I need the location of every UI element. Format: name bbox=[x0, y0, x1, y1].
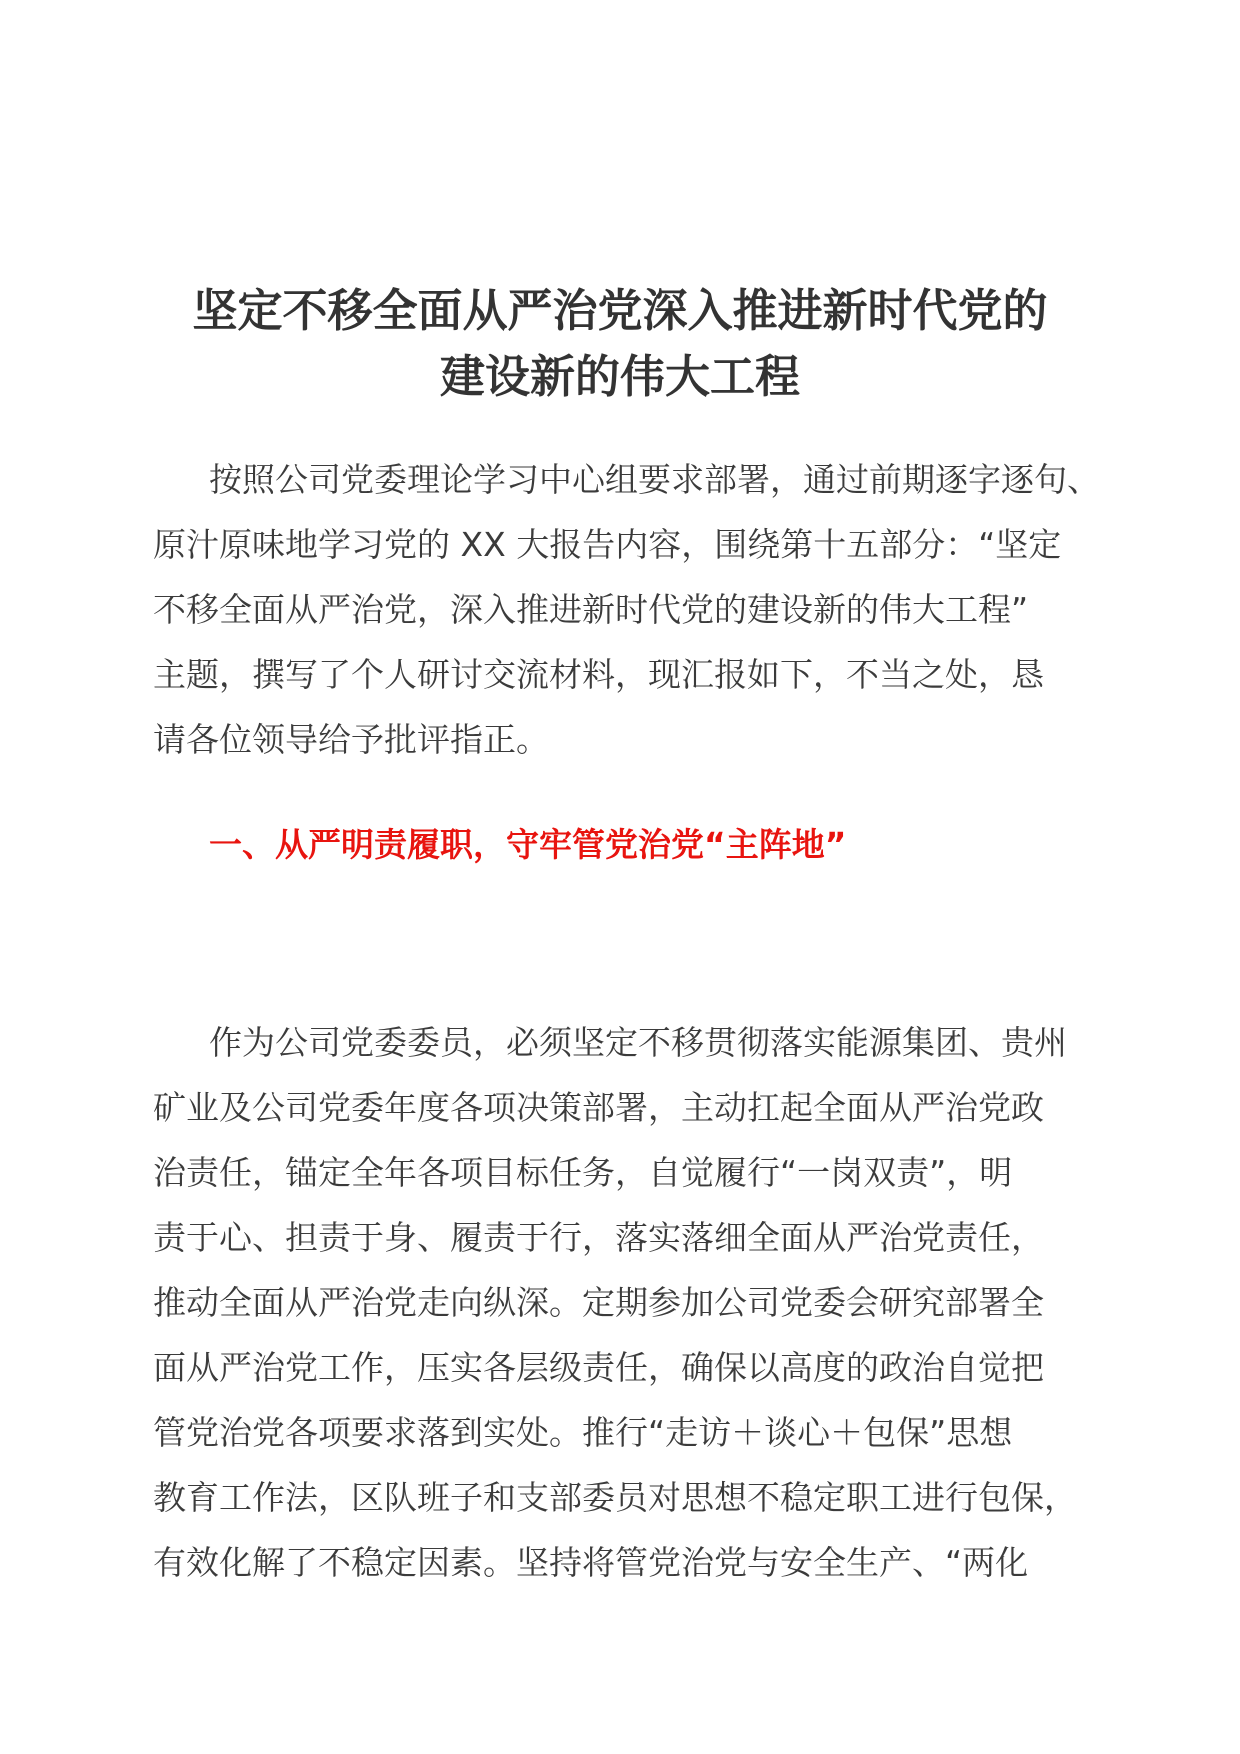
paragraph-line: 请各位领导给予批评指正。 bbox=[153, 720, 549, 759]
paragraph-line: 矿业及公司党委年度各项决策部署，主动扛起全面从严治党政 bbox=[153, 1088, 1044, 1127]
paragraph-line: 面从严治党工作，压实各层级责任，确保以高度的政治自觉把 bbox=[153, 1348, 1044, 1387]
paragraph-line: 管党治党各项要求落到实处。推行“走访＋谈心＋包保”思想 bbox=[153, 1413, 1013, 1452]
paragraph-line: 治责任，锚定全年各项目标任务，自觉履行“一岗双责”，明 bbox=[153, 1153, 1013, 1192]
title-line-2: 建设新的伟大工程 bbox=[439, 350, 800, 403]
document-title bbox=[150, 278, 1090, 410]
paragraph-line: 不移全面从严治党，深入推进新时代党的建设新的伟大工程” bbox=[153, 590, 1029, 629]
paragraph-line: 教育工作法，区队班子和支部委员对思想不稳定职工进行包保， bbox=[153, 1478, 1077, 1517]
paragraph-line: 推动全面从严治党走向纵深。定期参加公司党委会研究部署全 bbox=[153, 1283, 1044, 1322]
section1-paragraph bbox=[153, 1010, 1103, 1595]
paragraph-line: 责于心、担责于身、履责于行，落实落细全面从严治党责任， bbox=[153, 1218, 1044, 1257]
title-line-1: 坚定不移全面从严治党深入推进新时代党的 bbox=[192, 284, 1048, 337]
paragraph-line: 作为公司党委委员，必须坚定不移贯彻落实能源集团、贵州 bbox=[209, 1023, 1067, 1062]
intro-paragraph bbox=[153, 447, 1103, 772]
paragraph-line: 有效化解了不稳定因素。坚持将管党治党与安全生产、“两化 bbox=[153, 1543, 1029, 1582]
paragraph-line: 主题，撰写了个人研讨交流材料，现汇报如下，不当之处，恳 bbox=[153, 655, 1044, 694]
paragraph-line: 原汁原味地学习党的 XX 大报告内容，围绕第十五部分：“坚定 bbox=[153, 525, 1062, 564]
section-heading-1: 一、从严明责履职，守牢管党治党“主阵地” bbox=[209, 825, 847, 864]
paragraph-line: 按照公司党委理论学习中心组要求部署，通过前期逐字逐句、 bbox=[209, 460, 1100, 499]
